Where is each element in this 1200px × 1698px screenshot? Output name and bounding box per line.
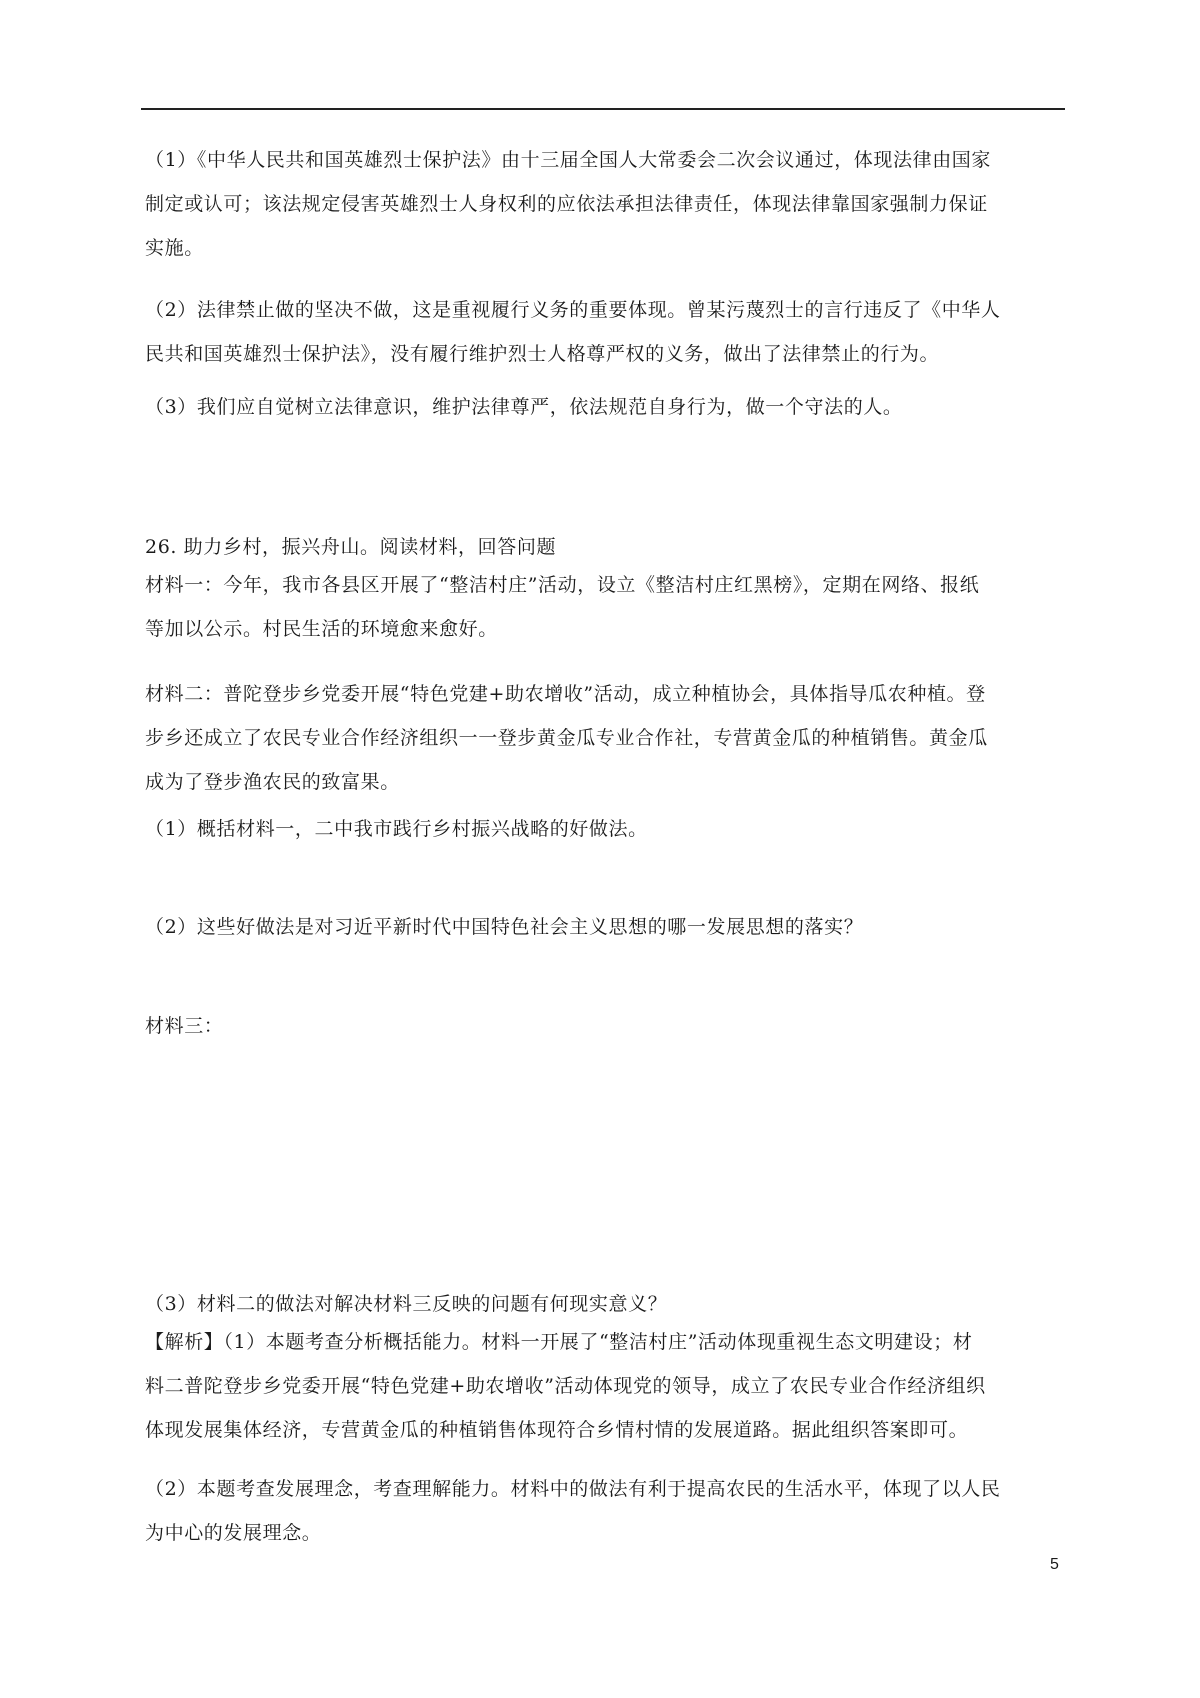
- text-line: 料二普陀登步乡党委开展“特色党建+助农增收”活动体现党的领导，成立了农民专业合作经济组织: [145, 1375, 986, 1397]
- question-1: （1）概括材料一，二中我市践行乡村振兴战略的好做法。: [145, 818, 648, 840]
- text-line: 等加以公示。村民生活的环境愈来愈好。: [145, 618, 498, 640]
- material-1: [145, 563, 1070, 651]
- text-line: 为中心的发展理念。: [145, 1522, 322, 1544]
- text-line: 步乡还成立了农民专业合作经济组织一一登步黄金瓜专业合作社，专营黄金瓜的种植销售。黄金瓜: [145, 727, 988, 749]
- question-3: （3）材料二的做法对解决材料三反映的问题有何现实意义？: [145, 1293, 668, 1315]
- answer-paragraph-3: （3）我们应自觉树立法律意识，维护法律尊严，依法规范自身行为，做一个守法的人。: [145, 396, 903, 418]
- text-line: （1）《中华人民共和国英雄烈士保护法》由十三届全国人大常委会二次会议通过，体现法律由国家: [145, 149, 991, 171]
- material-2: [145, 672, 1070, 804]
- text-line: 实施。: [145, 237, 204, 259]
- text-line: 材料二：普陀登步乡党委开展“特色党建+助农增收”活动，成立种植协会，具体指导瓜农种植。登: [145, 683, 986, 705]
- text-line: 制定或认可；该法规定侵害英雄烈士人身权利的应依法承担法律责任，体现法律靠国家强制力保证: [145, 193, 988, 215]
- analysis-paragraph-2: [145, 1467, 1070, 1555]
- answer-paragraph-2: [145, 288, 1070, 376]
- question-26-title: 26. 助力乡村，振兴舟山。阅读材料，回答问题: [145, 536, 557, 558]
- text-line: （2）法律禁止做的坚决不做，这是重视履行义务的重要体现。曾某污蔑烈士的言行违反了《中华人: [145, 299, 1001, 321]
- text-line: 体现发展集体经济，专营黄金瓜的种植销售体现符合乡情村情的发展道路。据此组织答案即可。: [145, 1419, 969, 1441]
- text-line: 成为了登步渔农民的致富果。: [145, 771, 400, 793]
- material-3-label: 材料三：: [145, 1015, 224, 1037]
- page-number: 5: [1050, 1556, 1059, 1573]
- answer-paragraph-1: [145, 138, 1070, 270]
- text-line: 【解析】（1）本题考查分析概括能力。材料一开展了“整洁村庄”活动体现重视生态文明建设；材: [145, 1331, 973, 1353]
- text-line: 民共和国英雄烈士保护法》，没有履行维护烈士人格尊严权的义务，做出了法律禁止的行为。: [145, 343, 940, 365]
- analysis-paragraph-1: [145, 1320, 1070, 1452]
- text-line: （2）本题考查发展理念，考查理解能力。材料中的做法有利于提高农民的生活水平，体现了以人民: [145, 1478, 1001, 1500]
- text-line: 材料一：今年，我市各县区开展了“整洁村庄”活动，设立《整洁村庄红黑榜》，定期在网络、报纸: [145, 574, 980, 596]
- header-rule: [141, 108, 1065, 110]
- question-2: （2）这些好做法是对习近平新时代中国特色社会主义思想的哪一发展思想的落实？: [145, 916, 864, 938]
